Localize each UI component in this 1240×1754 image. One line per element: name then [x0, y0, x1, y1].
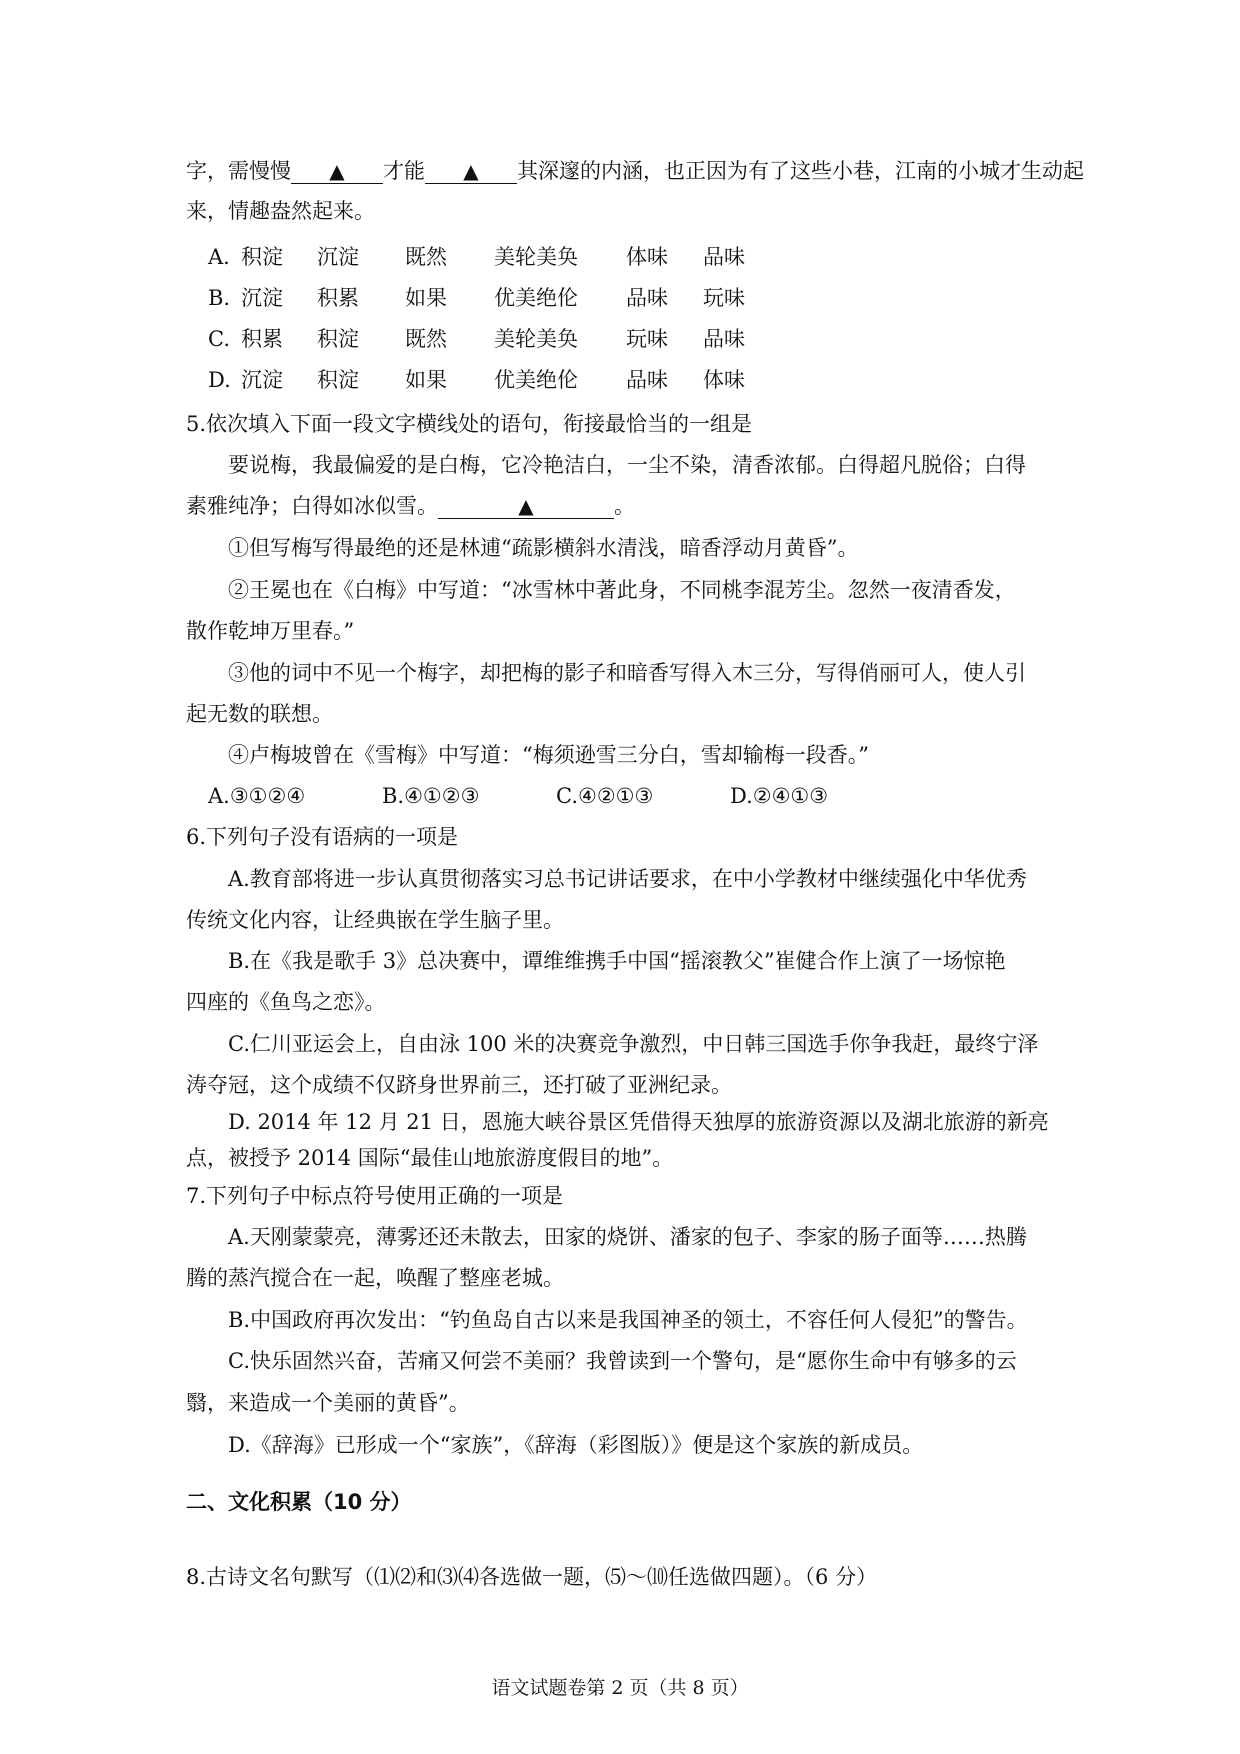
q7-option-b: B.中国政府再次发出：“钓鱼岛自古以来是我国神圣的领土，不容任何人侵犯”的警告。	[228, 1308, 1028, 1332]
q5-option-d: D.②④①③	[730, 784, 829, 808]
option-word: 积累	[241, 327, 283, 351]
option-word: 积累	[317, 286, 359, 310]
option-word: 积淀	[317, 368, 359, 392]
answer-blank	[291, 159, 383, 184]
q6-option-b-cont: 四座的《鱼鸟之恋》。	[186, 990, 386, 1014]
q5-option-b: B.④①②③	[382, 784, 480, 808]
option-word: 美轮美奂	[494, 327, 578, 351]
q6-option-b: B.在《我是歌手 3》总决赛中，谭维维携手中国“摇滚教父”崔健合作上演了一场惊艳	[228, 949, 1006, 973]
option-word: 如果	[405, 368, 447, 392]
q5-item-1: ①但写梅写得最绝的还是林逋“疏影横斜水清浅，暗香浮动月黄昏”。	[228, 536, 859, 560]
blank-marker-triangle: ▲	[463, 159, 479, 183]
q4-text-line-2: 来，情趣盎然起来。	[186, 199, 375, 223]
answer-blank	[438, 494, 614, 519]
option-word: 玩味	[626, 327, 668, 351]
option-word: 积淀	[241, 245, 283, 269]
answer-blank	[425, 159, 517, 184]
q5-item-2: ②王冕也在《白梅》中写道：“冰雪林中著此身，不同桃李混芳尘。忽然一夜清香发，	[228, 578, 1016, 602]
q6-option-a: A.教育部将进一步认真贯彻落实习总书记讲话要求，在中小学教材中继续强化中华优秀	[228, 867, 1027, 891]
option-word: 积淀	[317, 327, 359, 351]
option-word: 品味	[703, 245, 745, 269]
option-word: 既然	[405, 245, 447, 269]
q7-option-d: D.《辞海》已形成一个“家族”，《辞海（彩图版）》便是这个家族的新成员。	[228, 1433, 924, 1457]
q6-option-c-cont: 涛夺冠，这个成绩不仅跻身世界前三，还打破了亚洲纪录。	[186, 1073, 732, 1097]
option-word: 体味	[626, 245, 668, 269]
q6-option-d: D. 2014 年 12 月 21 日，恩施大峡谷景区凭借得天独厚的旅游资源以及湖北旅游的新亮	[228, 1110, 1049, 1134]
q8-stem: 8.古诗文名句默写（⑴⑵和⑶⑷各选做一题，⑸～⑽任选做四题）。（6 分）	[186, 1565, 878, 1589]
q6-stem: 6.下列句子没有语病的一项是	[186, 825, 459, 849]
option-word: 品味	[626, 286, 668, 310]
blank-marker-triangle: ▲	[329, 159, 345, 183]
q5-paragraph-line-1: 要说梅，我最偏爱的是白梅，它冷艳洁白，一尘不染，清香浓郁。白得超凡脱俗；白得	[228, 453, 1026, 477]
option-word: 玩味	[703, 286, 745, 310]
q7-option-a-cont: 腾的蒸汽搅合在一起，唤醒了整座老城。	[186, 1266, 564, 1290]
q6-option-c: C.仁川亚运会上，自由泳 100 米的决赛竞争激烈，中日韩三国选手你争我赶，最终宁泽	[228, 1032, 1039, 1056]
option-word: 优美绝伦	[494, 368, 578, 392]
q5-paragraph-line-2: 素雅纯净；白得如冰似雪。 ▲ 。	[186, 494, 635, 518]
option-word: 沉淀	[317, 245, 359, 269]
q4-text-line-1: 字，需慢慢 ▲ 才能 ▲ 其深邃的内涵，也正因为有了这些小巷，江南的小城才生动起	[186, 159, 1084, 183]
option-word: 如果	[405, 286, 447, 310]
section-heading: 二、文化积累（10 分）	[186, 1490, 412, 1514]
blank-marker-triangle: ▲	[518, 494, 534, 518]
q5-option-a: A.③①②④	[208, 784, 306, 808]
option-label: B.	[208, 286, 231, 310]
q5-item-4: ④卢梅坡曾在《雪梅》中写道：“梅须逊雪三分白，雪却输梅一段香。”	[228, 743, 869, 767]
option-label: C.	[208, 327, 230, 351]
option-label: A.	[208, 245, 230, 269]
option-word: 优美绝伦	[494, 286, 578, 310]
q7-stem: 7.下列句子中标点符号使用正确的一项是	[186, 1184, 564, 1208]
q5-item-2-cont: 散作乾坤万里春。”	[186, 619, 355, 643]
q7-option-c-cont: 翳，来造成一个美丽的黄昏”。	[186, 1391, 470, 1415]
q7-option-a: A.天刚蒙蒙亮，薄雾还还未散去，田家的烧饼、潘家的包子、李家的肠子面等……热腾	[228, 1225, 1027, 1249]
q5-item-3-cont: 起无数的联想。	[186, 702, 333, 726]
option-word: 美轮美奂	[494, 245, 578, 269]
option-word: 体味	[703, 368, 745, 392]
option-word: 品味	[626, 368, 668, 392]
option-word: 既然	[405, 327, 447, 351]
option-label: D.	[208, 368, 231, 392]
option-word: 沉淀	[241, 368, 283, 392]
q7-option-c: C.快乐固然兴奋，苦痛又何尝不美丽？我曾读到一个警句，是“愿你生命中有够多的云	[228, 1349, 1017, 1373]
q5-stem: 5.依次填入下面一段文字横线处的语句，衔接最恰当的一组是	[186, 412, 753, 436]
q5-item-3: ③他的词中不见一个梅字，却把梅的影子和暗香写得入木三分，写得俏丽可人，使人引	[228, 661, 1026, 685]
q5-option-c: C.④②①③	[556, 784, 654, 808]
option-word: 品味	[703, 327, 745, 351]
q6-option-d-cont: 点，被授予 2014 国际“最佳山地旅游度假目的地”。	[186, 1146, 674, 1170]
q6-option-a-cont: 传统文化内容，让经典嵌在学生脑子里。	[186, 908, 564, 932]
page-footer: 语文试题卷第 2 页（共 8 页）	[491, 1677, 749, 1699]
option-word: 沉淀	[241, 286, 283, 310]
